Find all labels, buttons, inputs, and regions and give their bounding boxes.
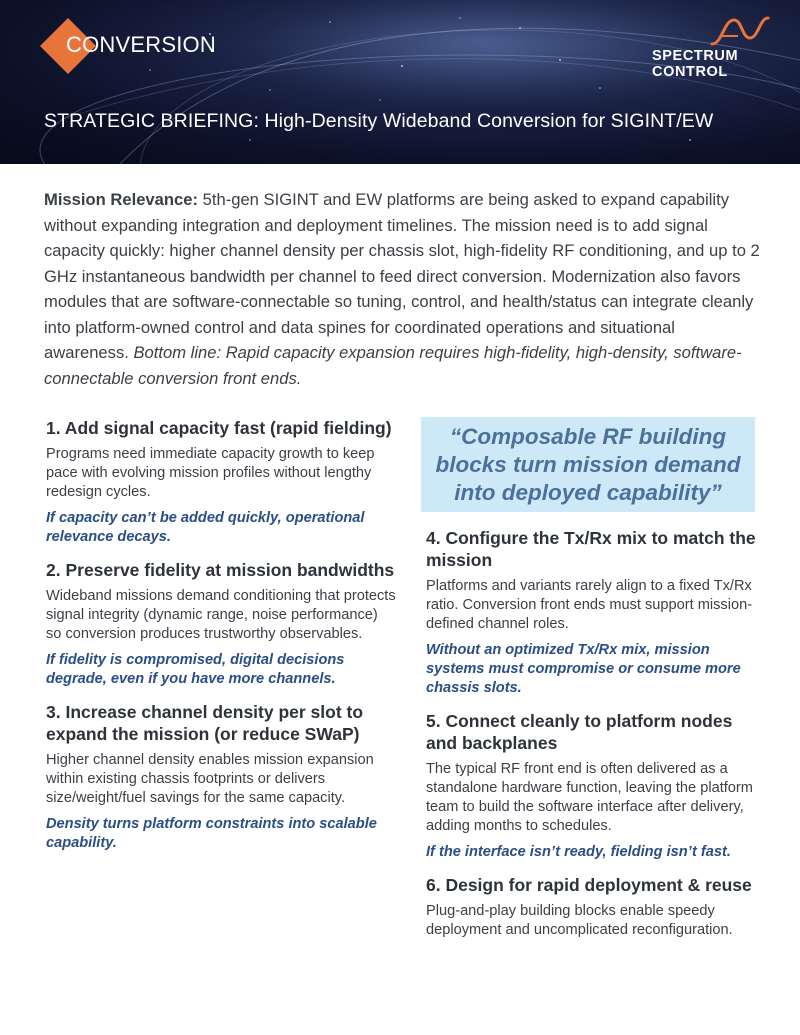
page-title: STRATEGIC BRIEFING: High-Density Wideband Conversion for SIGINT/EW (44, 110, 714, 132)
spectrum-control-logo (650, 14, 774, 84)
logo-line-2: CONTROL (652, 64, 728, 80)
section-4 (426, 527, 766, 698)
section-1 (46, 417, 396, 547)
section-title: 5. Connect cleanly to platform nodes and backplanes (426, 711, 733, 753)
section-body: The typical RF front end is often delivered as a standalone hardware function, leaving the platform team to build the software interface after delivery, adding months to schedules. (426, 761, 753, 834)
pull-quote (421, 417, 755, 512)
section-body: Platforms and variants rarely align to a fixed Tx/Rx ratio. Conversion front ends must support mission-defined channel roles. (426, 578, 753, 632)
section-6 (426, 874, 766, 940)
intro-paragraph (44, 187, 760, 391)
intro-lead: Mission Relevance: (44, 190, 199, 209)
section-body: Programs need immediate capacity growth to keep pace with evolving mission profiles without lengthy redesign cycles. (46, 446, 375, 500)
section-title: 3. Increase channel density per slot to expand the mission (or reduce SWaP) (46, 702, 364, 744)
section-emphasis: If capacity can’t be added quickly, operational relevance decays. (46, 510, 365, 545)
pull-quote-text: “Composable RF building blocks turn mission demand into deployed capability” (435, 423, 741, 505)
wave-logo-icon (708, 14, 770, 48)
section-2 (46, 559, 396, 689)
intro-bottom-line: Bottom line: Rapid capacity expansion requires high-fidelity, high-density, software-connectable conversion front ends. (44, 343, 742, 388)
section-body: Higher channel density enables mission expansion within existing chassis footprints or delivers size/weight/fuel savings for the same capacity. (46, 752, 374, 806)
section-title: 1. Add signal capacity fast (rapid fielding) (46, 418, 392, 438)
left-column (46, 417, 396, 865)
header-banner (0, 0, 800, 164)
section-emphasis: Density turns platform constraints into scalable capability. (46, 816, 377, 851)
section-emphasis: If the interface isn’t ready, fielding isn’t fast. (426, 844, 731, 860)
tag-label: CONVERSION (66, 32, 216, 57)
intro-body: 5th-gen SIGINT and EW platforms are being asked to expand capability without expanding integration and deployment timelines. The mission need is to add signal capacity quickly: higher channel density per chassis slot, high-fidelity RF conditioning, and up to 2 GHz instantaneous bandwidth per channel to feed direct conversion. Modernization also favors modules that are software-connectable so tuning, control, and health/status can integrate cleanly into platform-owned control and data spines for coordinated operations and situational awareness. (44, 190, 760, 362)
section-5 (426, 710, 766, 862)
section-emphasis: If fidelity is compromised, digital decisions degrade, even if you have more channels. (46, 652, 345, 687)
right-column (426, 417, 766, 952)
section-title: 2. Preserve fidelity at mission bandwidths (46, 560, 395, 580)
logo-line-1: SPECTRUM (652, 48, 739, 64)
section-body: Plug-and-play building blocks enable speedy deployment and uncomplicated reconfiguration. (426, 903, 733, 938)
section-title: 6. Design for rapid deployment & reuse (426, 875, 752, 895)
section-emphasis: Without an optimized Tx/Rx mix, mission systems must compromise or consume more chassis slots. (426, 642, 741, 696)
section-3 (46, 701, 396, 853)
section-title: 4. Configure the Tx/Rx mix to match the mission (426, 528, 756, 570)
section-body: Wideband missions demand conditioning that protects signal integrity (dynamic range, noise performance) so conversion produces trustworthy observables. (46, 588, 396, 642)
